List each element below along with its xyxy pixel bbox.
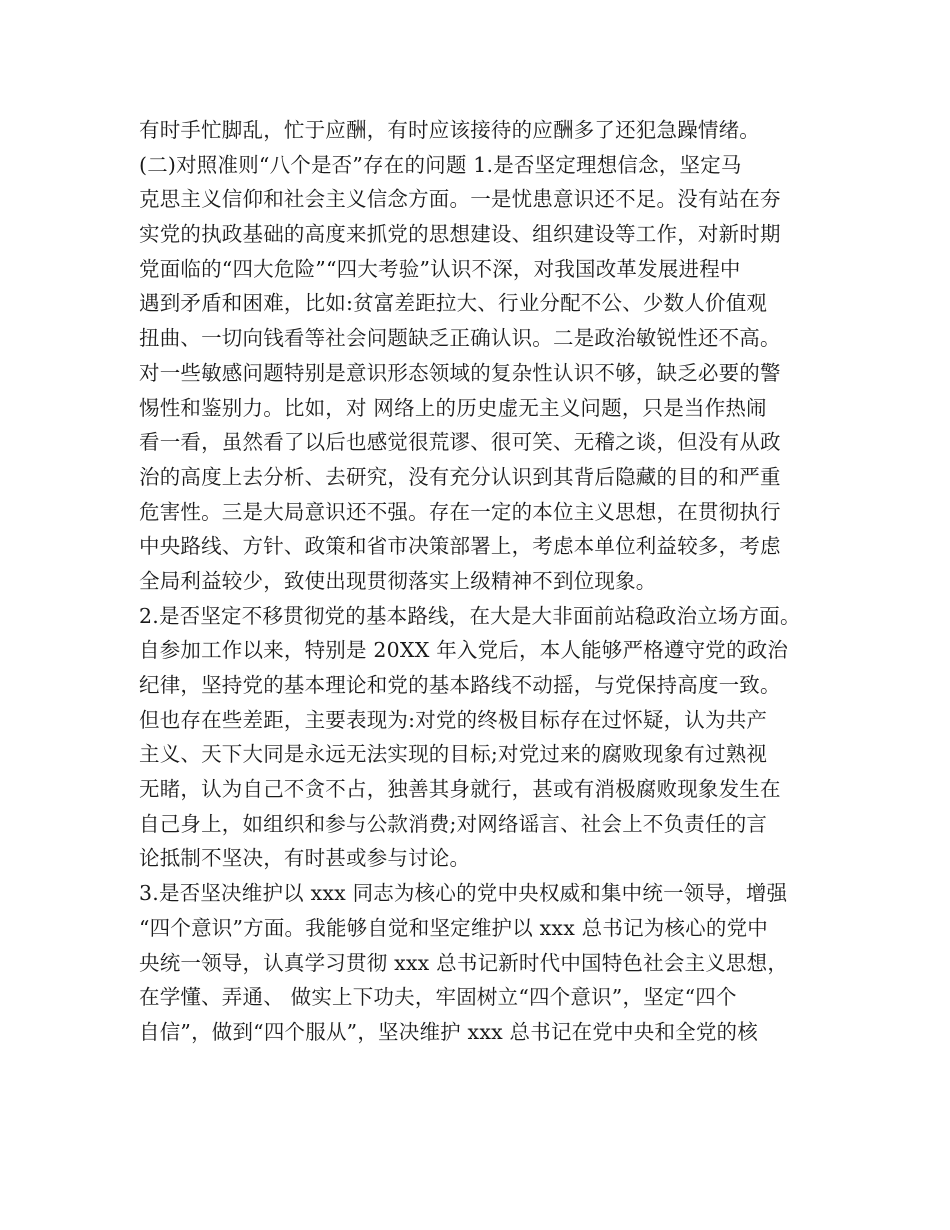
text-line: 3.是否坚决维护以 xxx 同志为核心的党中央权威和集中统一领导，增强: [139, 881, 788, 906]
text-line: 自参加工作以来，特别是 20XX 年入党后，本人能够严格遵守党的政治: [139, 638, 789, 663]
text-line: (二)对照准则“八个是否”存在的问题 1.是否坚定理想信念，坚定马: [139, 152, 742, 177]
text-line: 惕性和鉴别力。比如，对 网络上的历史虚无主义问题，只是当作热闹: [139, 395, 767, 420]
text-line: 克思主义信仰和社会主义信念方面。一是忧患意识还不足。没有站在夯: [139, 187, 781, 212]
text-line: 论抵制不坚决，有时甚或参与讨论。: [139, 846, 471, 871]
text-line: 遇到矛盾和困难，比如:贫富差距拉大、行业分配不公、少数人价值观: [139, 291, 768, 316]
text-line: 央统一领导，认真学习贯彻 xxx 总书记新时代中国特色社会主义思想，: [139, 950, 789, 975]
text-line: 有时手忙脚乱，忙于应酬，有时应该接待的应酬多了还犯急躁情绪。: [139, 118, 760, 142]
text-line: 全局利益较少，致使出现贯彻落实上级精神不到位现象。: [139, 568, 657, 593]
text-line: 对一些敏感问题特别是意识形态领域的复杂性认识不够，缺乏必要的警: [139, 360, 781, 385]
text-line: 但也存在些差距，主要表现为:对党的终极目标存在过怀疑，认为共产: [139, 707, 768, 732]
text-line: 自己身上，如组织和参与公款消费;对网络谣言、社会上不负责任的言: [139, 811, 768, 836]
text-line: 主义、天下大同是永远无法实现的目标;对党过来的腐败现象有过熟视: [139, 742, 768, 767]
text-line: 在学懂、弄通、 做实上下功夫，牢固树立“四个意识”，坚定“四个: [139, 985, 737, 1010]
text-line: 实党的执政基础的高度来抓党的思想建设、组织建设等工作，对新时期: [139, 222, 781, 247]
text-line: 看一看，虽然看了以后也感觉很荒谬、很可笑、无稽之谈，但没有从政: [139, 430, 781, 455]
text-line: “四个意识”方面。我能够自觉和坚定维护以 xxx 总书记为核心的党中: [139, 915, 768, 940]
text-line: 扭曲、一切向钱看等社会问题缺乏正确认识。二是政治敏锐性还不高。: [139, 326, 781, 351]
text-line: 纪律，坚持党的基本理论和党的基本路线不动摇，与党保持高度一致。: [139, 673, 781, 697]
text-line: 治的高度上去分析、去研究，没有充分认识到其背后隐藏的目的和严重: [139, 464, 781, 489]
text-line: 中央路线、方针、政策和省市决策部署上，考虑本单位利益较多，考虑: [139, 534, 781, 559]
text-line: 自信”，做到“四个服从”，坚决维护 xxx 总书记在党中央和全党的核: [139, 1019, 758, 1044]
text-line: 危害性。三是大局意识还不强。存在一定的本位主义思想，在贯彻执行: [139, 499, 781, 524]
text-line: 2.是否坚定不移贯彻党的基本路线，在大是大非面前站稳政治立场方面。: [139, 603, 801, 628]
document-body: [139, 113, 839, 1050]
text-line: 无睹，认为自己不贪不占，独善其身就行，甚或有消极腐败现象发生在: [139, 777, 781, 802]
text-line: 党面临的“四大危险”“四大考验”认识不深，对我国改革发展进程中: [139, 256, 741, 281]
